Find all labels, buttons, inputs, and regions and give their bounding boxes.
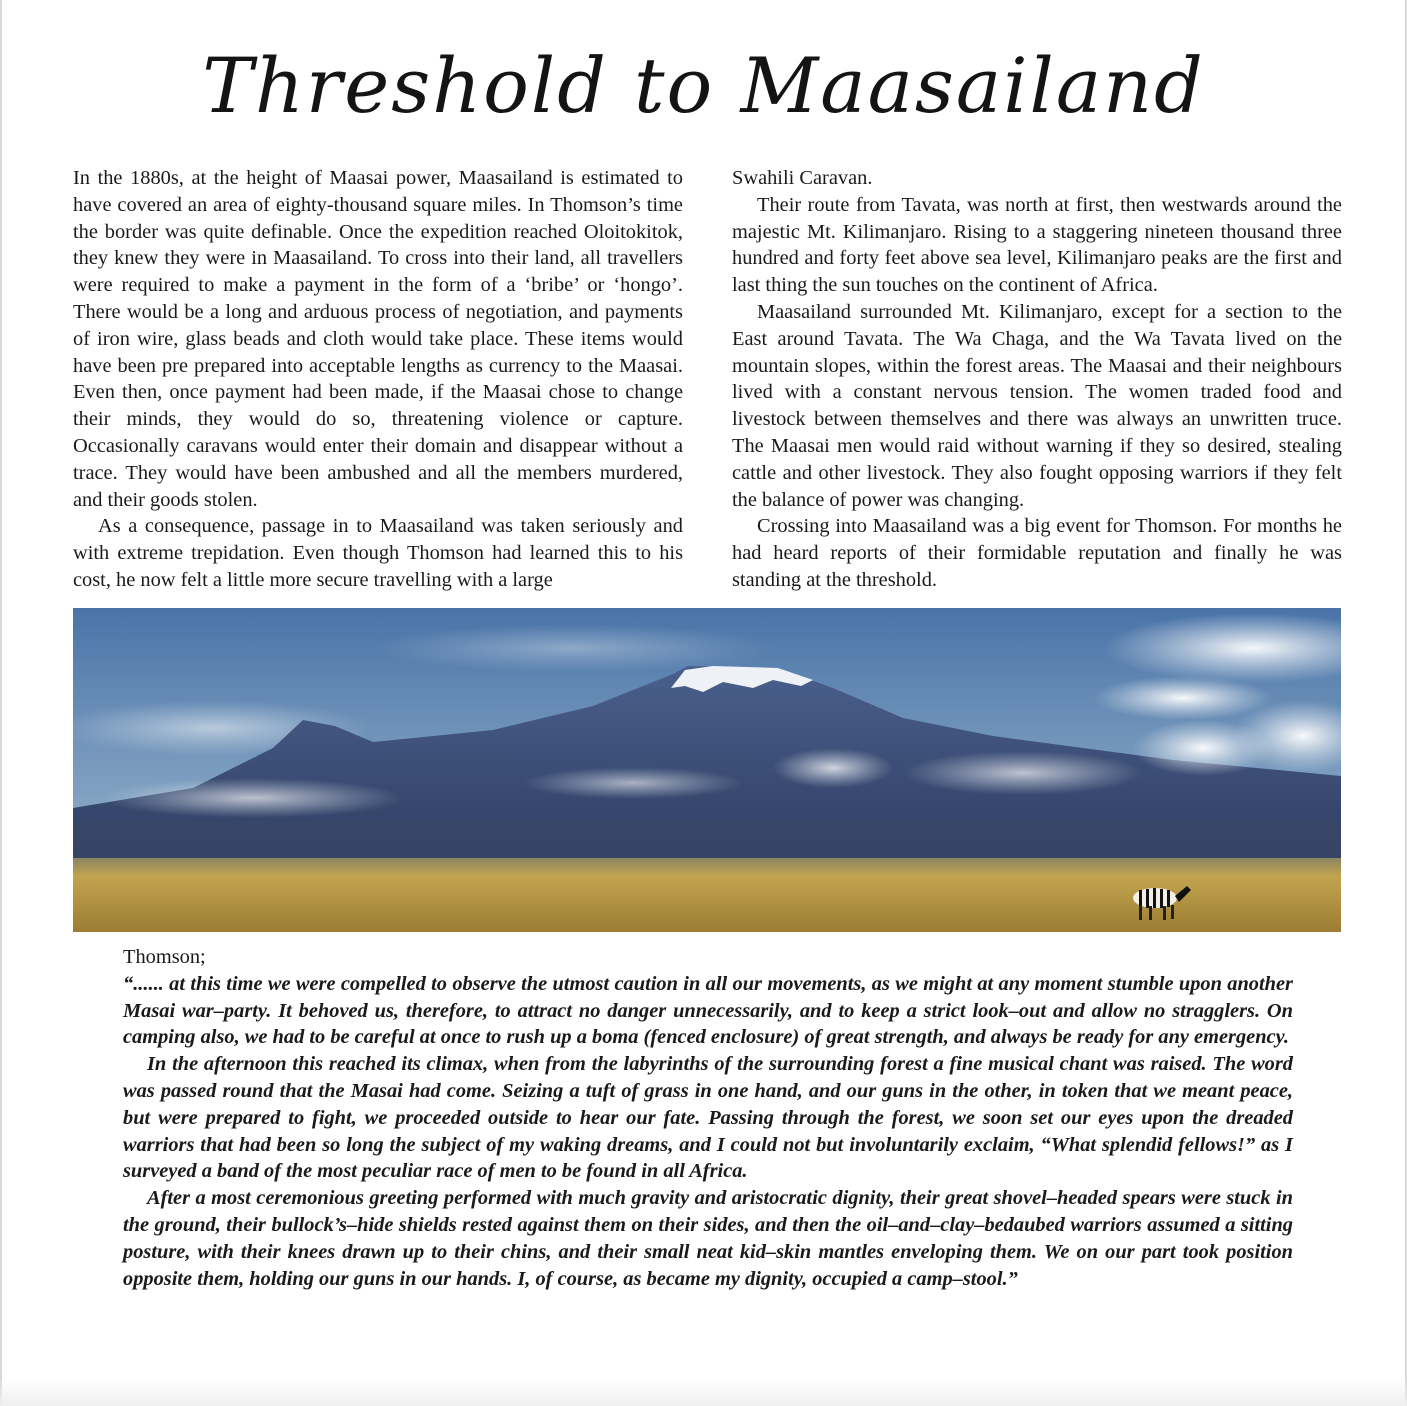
paragraph-5: Crossing into Maasailand was a big event for Thomson. For months he had heard reports of their formidable reputation and finally he was standing at the threshold.: [732, 515, 1342, 591]
page-title: Threshold to Maasailand: [202, 41, 1205, 130]
page-edge-left: [0, 0, 2, 1406]
cloud: [1093, 676, 1273, 720]
quote-intro: Thomson;: [123, 946, 206, 968]
quote-paragraph-1: “...... at this time we were compelled to observe the utmost caution in all our movements, as we might at any moment stumble upon another Masai war–party. It behoved us, therefore, to attract no danger unnecessarily, and to keep a strict look–out and allow no stragglers. On camping also, we had to be careful at once to rush up a boma (fenced enclosure) of great strength, and always be ready for any emergency.: [123, 972, 1293, 1049]
left-column: [73, 165, 683, 594]
kilimanjaro-photo: [73, 608, 1341, 932]
paragraph-3: Their route from Tavata, was north at first, then westwards around the majestic Mt. Kilimanjaro. Rising to a staggering nineteen thousand three hundred and forty feet above sea level, Kilimanjaro peaks are the first and last thing the sun touches on the continent of Africa.: [732, 193, 1342, 297]
kilimanjaro-landscape-illustration: [73, 608, 1341, 932]
cloud: [903, 751, 1143, 795]
paragraph-2: As a consequence, passage in to Maasailand was taken seriously and with extreme trepidation. Even though Thomson had learned this to his cost, he now felt a little more secure travelling with a large: [73, 515, 683, 591]
quote-block: [123, 944, 1293, 1292]
paragraph-1: In the 1880s, at the height of Maasai power, Maasailand is estimated to have covered an area of eighty-thousand square miles. In Thomson’s time the border was quite definable. Once the expedition reached Oloitokitok, they knew they were in Maasailand. To cross into their land, all travellers were required to make a payment in the form of a ‘bribe’ or ‘hongo’. There would be a long and arduous process of negotiation, and payments of iron wire, glass beads and cloth would take place. These items would have been pre prepared into acceptable lengths as currency to the Maasai. Even then, once payment had been made, if the Maasai chose to change their minds, they would do so, threatening violence or capture. Occasionally caravans would enter their domain and disappear without a trace. They would have been ambushed and all the members murdered, and their goods stolen.: [73, 167, 683, 511]
paragraph-continuation: Swahili Caravan.: [732, 167, 873, 189]
quote-paragraph-3: After a most ceremonious greeting performed with much gravity and aristocratic dignity, their great shovel–headed spears were stuck in the ground, their bullock’s–hide shields rested against them on their sides, and then the oil–and–clay–bedaubed warriors assumed a sitting posture, with their knees drawn up to their chins, and their small neat kid–skin mantles enveloping them. We on our part took position opposite them, holding our guns in our hands. I, of course, as became my dignity, occupied a camp–stool.”: [123, 1187, 1293, 1290]
cloud: [373, 624, 773, 672]
page-bottom-shadow: [0, 1378, 1407, 1406]
haze-band: [73, 822, 1341, 862]
cloud: [773, 748, 893, 788]
cloud: [523, 767, 743, 799]
cloud: [103, 778, 403, 818]
quote-paragraph-2: In the afternoon this reached its climax, when from the labyrinths of the surrounding forest a fine musical chant was raised. The word was passed round that the Masai had come. Seizing a tuft of grass in one hand, and our guns in the other, in token that we meant peace, but were prepared to fight, we proceeded outside to hear our fate. Passing through the forest, we soon set our eyes upon the dreaded warriors that had been so long the subject of my waking dreams, and I could not but involuntarily exclaim, “What splendid fellows!” as I surveyed a band of the most peculiar race of men to be found in all Africa.: [123, 1053, 1293, 1183]
right-column: [732, 165, 1342, 594]
paragraph-4: Maasailand surrounded Mt. Kilimanjaro, except for a section to the East around Tavata. The Wa Chaga, and the Wa Tavata lived on the mountain slopes, within the forest areas. The Maasai and their neighbours lived with a constant nervous tension. The women traded food and livestock between themselves and there was always an unwritten truce. The Maasai men would raid without warning if they so desired, stealing cattle and other livestock. They also fought opposing warriors if they felt the balance of power was changing.: [732, 300, 1342, 511]
